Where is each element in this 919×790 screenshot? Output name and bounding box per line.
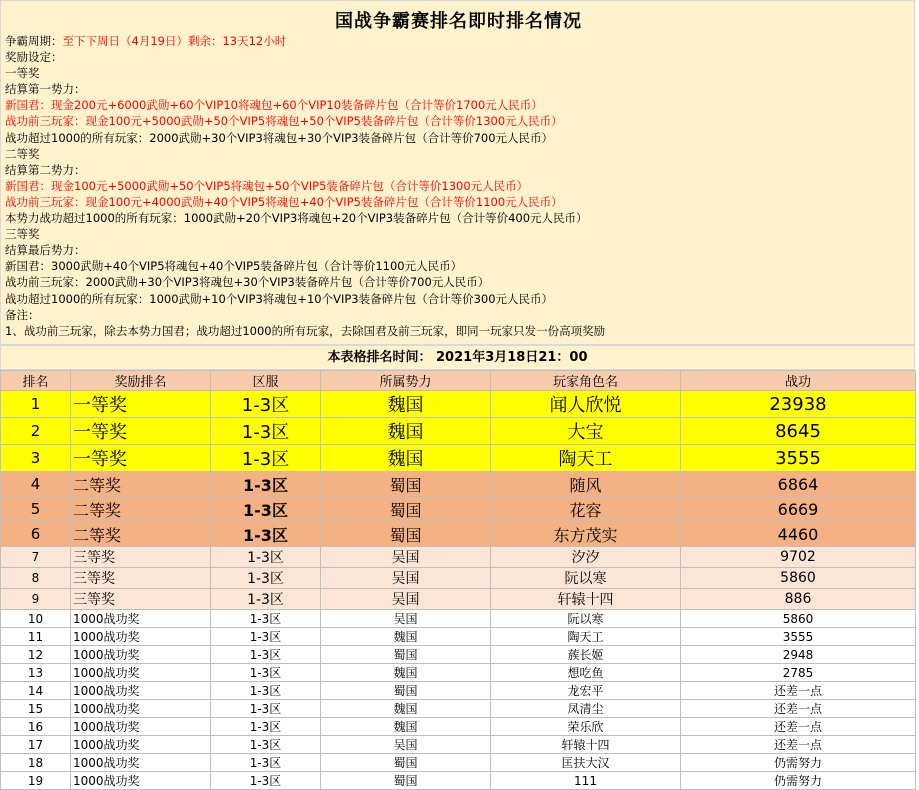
reward-cell: 1000战功奖: [71, 646, 211, 664]
name-cell: 匡扶大汉: [491, 754, 681, 772]
rank-cell: 5: [1, 497, 71, 522]
table-row: [1, 682, 916, 700]
zone-cell: 1-3区: [211, 497, 321, 522]
name-cell: 大宝: [491, 418, 681, 445]
table-row: [1, 610, 916, 628]
zone-cell: 1-3区: [211, 418, 321, 445]
merit-cell: 5860: [681, 610, 916, 628]
rank-cell: 7: [1, 547, 71, 568]
merit-cell: 5860: [681, 568, 916, 589]
faction-cell: 蜀国: [321, 497, 491, 522]
rank-cell: 3: [1, 445, 71, 472]
zone-cell: 1-3区: [211, 754, 321, 772]
faction-cell: 魏国: [321, 391, 491, 418]
name-cell: 汐汐: [491, 547, 681, 568]
faction-cell: 吴国: [321, 589, 491, 610]
info-panel: [0, 0, 915, 345]
name-cell: 想吃鱼: [491, 664, 681, 682]
zone-cell: 1-3区: [211, 589, 321, 610]
faction-cell: 蜀国: [321, 754, 491, 772]
merit-cell: 2785: [681, 664, 916, 682]
zone-cell: 1-3区: [211, 628, 321, 646]
name-cell: 东方茂实: [491, 522, 681, 547]
zone-cell: 1-3区: [211, 646, 321, 664]
col-name: 玩家角色名: [491, 371, 681, 391]
rank-cell: 17: [1, 736, 71, 754]
rank-cell: 12: [1, 646, 71, 664]
merit-cell: 9702: [681, 547, 916, 568]
faction-cell: 吴国: [321, 736, 491, 754]
faction-cell: 魏国: [321, 445, 491, 472]
reward-cell: 1000战功奖: [71, 736, 211, 754]
name-cell: 荣乐欣: [491, 718, 681, 736]
reward-cell: 1000战功奖: [71, 772, 211, 790]
merit-cell: 6669: [681, 497, 916, 522]
table-row: [1, 445, 916, 472]
reward-line: 结算最后势力：: [5, 243, 86, 258]
faction-cell: 魏国: [321, 664, 491, 682]
reward-cell: 三等奖: [71, 547, 211, 568]
period-label: 争霸周期：: [5, 34, 63, 48]
merit-cell: 6864: [681, 472, 916, 497]
col-rank: 排名: [1, 371, 71, 391]
reward-cell: 1000战功奖: [71, 628, 211, 646]
name-cell: 阮以寒: [491, 610, 681, 628]
reward-line: 战功前三玩家：现金100元+5000武勋+50个VIP5将魂包+50个VIP5装备碎片包（合计等价1300元人民币）: [5, 114, 563, 129]
merit-cell: 3555: [681, 628, 916, 646]
table-row: [1, 754, 916, 772]
zone-cell: 1-3区: [211, 547, 321, 568]
reward-line: 备注：: [5, 307, 40, 322]
reward-line: 战功前三玩家：现金100元+4000武勋+40个VIP5将魂包+40个VIP5装备碎片包（合计等价1100元人民币）: [5, 194, 563, 209]
zone-cell: 1-3区: [211, 522, 321, 547]
reward-line: 一等奖: [5, 66, 40, 81]
reward-line: 二等奖: [5, 146, 40, 161]
rank-cell: 16: [1, 718, 71, 736]
faction-cell: 蜀国: [321, 522, 491, 547]
reward-line: 本势力战功超过1000的所有玩家：1000武勋+20个VIP3将魂包+20个VIP3装备碎片包（合计等价400元人民币）: [5, 211, 588, 225]
rank-cell: 2: [1, 418, 71, 445]
table-row: [1, 391, 916, 418]
merit-cell: 仍需努力: [681, 772, 916, 790]
rank-cell: 4: [1, 472, 71, 497]
zone-cell: 1-3区: [211, 664, 321, 682]
faction-cell: 吴国: [321, 547, 491, 568]
name-cell: 凤清尘: [491, 700, 681, 718]
rank-cell: 9: [1, 589, 71, 610]
table-row: [1, 568, 916, 589]
zone-cell: 1-3区: [211, 682, 321, 700]
merit-cell: 还差一点: [681, 700, 916, 718]
faction-cell: 魏国: [321, 700, 491, 718]
name-cell: 陶天工: [491, 445, 681, 472]
name-cell: 花容: [491, 497, 681, 522]
table-row: [1, 718, 916, 736]
reward-cell: 1000战功奖: [71, 700, 211, 718]
reward-line: 结算第一势力：: [5, 82, 86, 97]
reward-cell: 1000战功奖: [71, 664, 211, 682]
table-row: [1, 646, 916, 664]
zone-cell: 1-3区: [211, 700, 321, 718]
table-row: [1, 736, 916, 754]
faction-cell: 蜀国: [321, 646, 491, 664]
zone-cell: 1-3区: [211, 736, 321, 754]
zone-cell: 1-3区: [211, 610, 321, 628]
merit-cell: 仍需努力: [681, 754, 916, 772]
zone-cell: 1-3区: [211, 568, 321, 589]
period-remain: 剩余：13天12小时: [187, 34, 287, 48]
reward-line: 奖励设定：: [5, 50, 63, 64]
name-cell: 轩辕十四: [491, 736, 681, 754]
reward-cell: 1000战功奖: [71, 682, 211, 700]
merit-cell: 23938: [681, 391, 916, 418]
period-value: 至下下周日（4月19日）: [62, 34, 188, 48]
rank-cell: 11: [1, 628, 71, 646]
table-time: 本表格排名时间： 2021年3月18日21：00: [0, 345, 915, 370]
name-cell: 阮以寒: [491, 568, 681, 589]
rank-cell: 19: [1, 772, 71, 790]
reward-line: 新国君：现金100元+5000武勋+50个VIP5将魂包+50个VIP5装备碎片包（合计等价1300元人民币）: [5, 178, 529, 193]
reward-cell: 二等奖: [71, 472, 211, 497]
reward-cell: 一等奖: [71, 418, 211, 445]
merit-cell: 还差一点: [681, 736, 916, 754]
table-row: [1, 497, 916, 522]
zone-cell: 1-3区: [211, 445, 321, 472]
reward-cell: 1000战功奖: [71, 754, 211, 772]
faction-cell: 吴国: [321, 568, 491, 589]
reward-line: 新国君：现金200元+6000武勋+60个VIP10将魂包+60个VIP10装备碎片包（合计等价1700元人民币）: [5, 98, 543, 113]
table-row: [1, 772, 916, 790]
faction-cell: 蜀国: [321, 682, 491, 700]
table-header-row: [1, 371, 916, 391]
merit-cell: 886: [681, 589, 916, 610]
table-row: [1, 472, 916, 497]
name-cell: 111: [491, 772, 681, 790]
faction-cell: 魏国: [321, 718, 491, 736]
reward-cell: 三等奖: [71, 568, 211, 589]
table-row: [1, 628, 916, 646]
faction-cell: 蜀国: [321, 772, 491, 790]
faction-cell: 蜀国: [321, 472, 491, 497]
reward-line: 战功前三玩家：2000武勋+30个VIP3将魂包+30个VIP3装备碎片包（合计等价700元人民币）: [5, 275, 490, 290]
reward-line: 结算第二势力：: [5, 162, 86, 177]
merit-cell: 2948: [681, 646, 916, 664]
reward-line: 战功超过1000的所有玩家：1000武勋+10个VIP3将魂包+10个VIP3装备碎片包（合计等价300元人民币）: [5, 291, 554, 306]
name-cell: 随风: [491, 472, 681, 497]
merit-cell: 3555: [681, 445, 916, 472]
merit-cell: 4460: [681, 522, 916, 547]
reward-cell: 二等奖: [71, 522, 211, 547]
rank-cell: 10: [1, 610, 71, 628]
reward-cell: 三等奖: [71, 589, 211, 610]
period-line: [5, 34, 286, 48]
reward-cell: 一等奖: [71, 391, 211, 418]
table-row: [1, 418, 916, 445]
ranking-table: [0, 370, 916, 790]
reward-cell: 一等奖: [71, 445, 211, 472]
name-cell: 龙宏平: [491, 682, 681, 700]
col-reward: 奖励排名: [71, 371, 211, 391]
faction-cell: 魏国: [321, 418, 491, 445]
table-row: [1, 522, 916, 547]
rank-cell: 14: [1, 682, 71, 700]
rank-cell: 15: [1, 700, 71, 718]
name-cell: 轩辕十四: [491, 589, 681, 610]
reward-line: 新国君：3000武勋+40个VIP5将魂包+40个VIP5装备碎片包（合计等价1100元人民币）: [5, 259, 463, 274]
reward-line: 1、战功前三玩家，除去本势力国君；战功超过1000的所有玩家，去除国君及前三玩家，即同一玩家只发一份高项奖励: [5, 323, 606, 338]
name-cell: 陶天工: [491, 628, 681, 646]
col-faction: 所属势力: [321, 371, 491, 391]
faction-cell: 吴国: [321, 610, 491, 628]
table-row: [1, 589, 916, 610]
reward-cell: 二等奖: [71, 497, 211, 522]
name-cell: 闻人欣悦: [491, 391, 681, 418]
rank-cell: 18: [1, 754, 71, 772]
rank-cell: 1: [1, 391, 71, 418]
table-row: [1, 664, 916, 682]
merit-cell: 还差一点: [681, 718, 916, 736]
reward-line: 战功超过1000的所有玩家：2000武勋+30个VIP3将魂包+30个VIP3装备碎片包（合计等价700元人民币）: [5, 130, 554, 145]
name-cell: 蔟长姬: [491, 646, 681, 664]
rank-cell: 6: [1, 522, 71, 547]
zone-cell: 1-3区: [211, 391, 321, 418]
reward-cell: 1000战功奖: [71, 718, 211, 736]
zone-cell: 1-3区: [211, 772, 321, 790]
merit-cell: 还差一点: [681, 682, 916, 700]
reward-line: 三等奖: [5, 227, 40, 242]
page-title: 国战争霸赛排名即时排名情况: [335, 11, 582, 32]
col-merit: 战功: [681, 371, 916, 391]
zone-cell: 1-3区: [211, 472, 321, 497]
table-row: [1, 547, 916, 568]
faction-cell: 魏国: [321, 628, 491, 646]
rank-cell: 8: [1, 568, 71, 589]
zone-cell: 1-3区: [211, 718, 321, 736]
rank-cell: 13: [1, 664, 71, 682]
table-row: [1, 700, 916, 718]
col-zone: 区服: [211, 371, 321, 391]
reward-cell: 1000战功奖: [71, 610, 211, 628]
merit-cell: 8645: [681, 418, 916, 445]
